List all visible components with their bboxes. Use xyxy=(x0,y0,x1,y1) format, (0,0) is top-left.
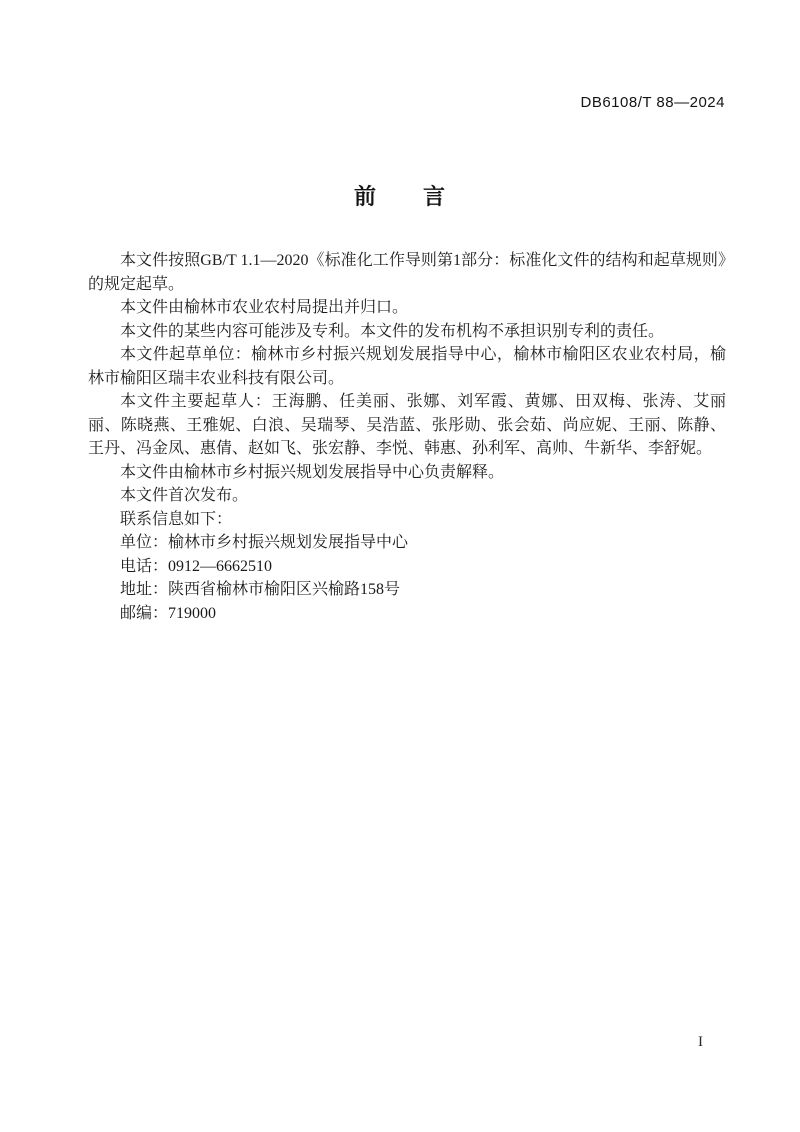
foreword-paragraph: 本文件主要起草人：王海鹏、任美丽、张娜、刘军霞、黄娜、田双梅、张涛、艾丽丽、陈晓燕、王雅妮、白浪、吴瑞琴、吴浩蓝、张彤勋、张会茹、尚应妮、王丽、陈静、王丹、冯金凤、惠倩、赵如飞、张宏静、李悦、韩惠、孙利军、高帅、牛新华、李舒妮。 xyxy=(88,393,726,457)
foreword-paragraph: 本文件由榆林市乡村振兴规划发展指导中心负责解释。 xyxy=(120,463,505,481)
contact-address-line: 地址：陕西省榆林市榆阳区兴榆路158号 xyxy=(120,581,401,598)
foreword-paragraph: 本文件按照GB/T 1.1—2020《标准化工作导则第1部分：标准化文件的结构和起草规则》的规定起草。 xyxy=(88,252,726,293)
contact-postcode-line: 邮编：719000 xyxy=(120,604,217,622)
contact-unit-line: 单位：榆林市乡村振兴规划发展指导中心 xyxy=(120,534,409,551)
foreword-paragraph: 本文件由榆林市农业农村局提出并归口。 xyxy=(120,299,409,316)
standard-code-header: DB6108/T 88—2024 xyxy=(580,94,725,111)
foreword-paragraph: 本文件首次发布。 xyxy=(120,487,249,504)
page-number: I xyxy=(698,1034,703,1050)
foreword-paragraph: 本文件的某些内容可能涉及专利。本文件的发布机构不承担识别专利的责任。 xyxy=(120,322,665,340)
contact-phone-line: 电话：0912—6662510 xyxy=(120,557,273,575)
foreword-body xyxy=(88,249,726,625)
foreword-paragraph: 本文件起草单位：榆林市乡村振兴规划发展指导中心，榆林市榆阳区农业农村局，榆林市榆阳区瑞丰农业科技有限公司。 xyxy=(88,346,726,387)
contact-info-heading: 联系信息如下： xyxy=(120,510,233,528)
page-title: 前 言 xyxy=(353,184,446,209)
